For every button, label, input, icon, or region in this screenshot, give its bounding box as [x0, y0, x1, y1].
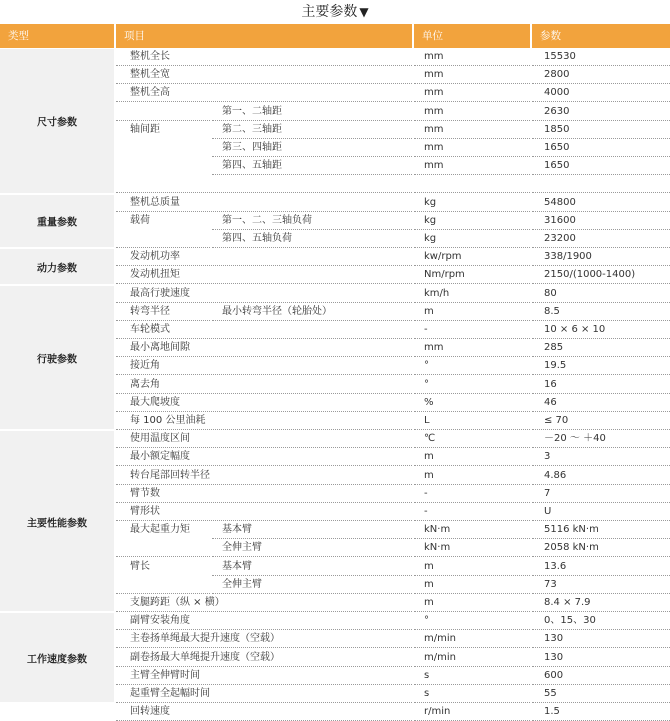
row-item: 起重臂全起幅时间	[116, 685, 412, 703]
row-value: 31600	[532, 212, 670, 230]
category-label: 行驶参数	[37, 354, 77, 366]
row-unit: mm	[414, 121, 530, 139]
row-value: 1650	[532, 139, 670, 157]
row-item: 副臂安装角度	[116, 612, 412, 630]
row-item: 最大起重力矩	[130, 524, 190, 536]
row-unit: mm	[414, 139, 530, 157]
row-subitem: 最小转弯半径（轮胎处）	[212, 303, 412, 321]
row-unit: mm	[414, 48, 530, 66]
row-unit: Nm/rpm	[414, 266, 530, 284]
row-subitem: 第四、五轴负荷	[212, 230, 412, 248]
row-item: 支腿跨距（纵 × 横）	[116, 594, 412, 612]
row-unit: L	[414, 412, 530, 430]
row-unit: °	[414, 376, 530, 394]
row-unit: kg	[414, 230, 530, 248]
row-item: 最小额定幅度	[116, 448, 412, 466]
row-value: 46	[532, 394, 670, 412]
row-unit: kN·m	[414, 521, 530, 539]
row-unit: m	[414, 576, 530, 594]
row-item: 副卷扬最大单绳提升速度（空载）	[116, 649, 412, 667]
row-value: 2150/(1000-1400)	[532, 266, 670, 284]
row-item: 最高行驶速度	[116, 285, 412, 303]
row-unit: m	[414, 594, 530, 612]
row-subitem: 第一、二轴距	[212, 103, 412, 121]
row-item: 臂形状	[116, 503, 412, 521]
category-divider	[0, 429, 114, 431]
row-unit: -	[414, 503, 530, 521]
row-subitem: 全伸主臂	[212, 539, 412, 557]
row-value: 4.86	[532, 467, 670, 485]
row-value: 1650	[532, 157, 670, 175]
row-unit: s	[414, 667, 530, 685]
row-subitem: 基本臂	[212, 521, 412, 539]
row-value: 4000	[532, 84, 670, 102]
row-unit: m	[414, 448, 530, 466]
triangle-down-icon: ▼	[359, 5, 369, 19]
category-divider	[0, 193, 114, 195]
row-unit: mm	[414, 339, 530, 357]
row-item: 接近角	[116, 357, 412, 375]
row-unit: kg	[414, 212, 530, 230]
row-value: 16	[532, 376, 670, 394]
row-value: 7	[532, 485, 670, 503]
row-item: 主卷扬单绳最大提升速度（空载）	[116, 630, 412, 648]
row-item: 离去角	[116, 376, 412, 394]
category-divider	[0, 702, 114, 704]
row-value: 13.6	[532, 558, 670, 576]
row-item: 载荷	[130, 214, 150, 226]
row-value: 338/1900	[532, 248, 670, 266]
row-unit: m	[414, 467, 530, 485]
header-item: 项目	[116, 24, 412, 48]
row-item: 发动机扭矩	[116, 266, 412, 284]
row-item: 车轮模式	[116, 321, 412, 339]
row-value: 1850	[532, 121, 670, 139]
row-value: 23200	[532, 230, 670, 248]
category-divider	[0, 611, 114, 613]
row-item: 轴间距	[130, 123, 160, 135]
row-value: 2630	[532, 103, 670, 121]
row-unit: mm	[414, 66, 530, 84]
header-value: 参数	[532, 24, 670, 48]
row-subitem: 全伸主臂	[212, 576, 412, 594]
category-label: 主要性能参数	[27, 518, 87, 530]
row-value: 285	[532, 339, 670, 357]
category-label: 尺寸参数	[37, 117, 77, 129]
row-item	[116, 539, 210, 557]
row-value: 130	[532, 630, 670, 648]
category-label: 重量参数	[37, 217, 77, 229]
category-label: 工作速度参数	[27, 654, 87, 666]
row-value: ≤ 70	[532, 412, 670, 430]
row-value: 5116 kN·m	[532, 521, 670, 539]
row-unit: m/min	[414, 649, 530, 667]
row-item	[116, 175, 412, 193]
row-subitem: 第一、二、三轴负荷	[212, 212, 412, 230]
row-item: 整机全宽	[116, 66, 412, 84]
row-unit: mm	[414, 84, 530, 102]
row-unit: %	[414, 394, 530, 412]
row-item: 主臂全伸臂时间	[116, 667, 412, 685]
row-item: 回转速度	[116, 703, 412, 721]
row-unit: mm	[414, 103, 530, 121]
row-unit: s	[414, 685, 530, 703]
row-item: 发动机功率	[116, 248, 412, 266]
category-divider	[0, 284, 114, 286]
parameter-table	[0, 24, 670, 718]
row-unit: °	[414, 612, 530, 630]
row-value: 19.5	[532, 357, 670, 375]
row-value: 3	[532, 448, 670, 466]
row-value: U	[532, 503, 670, 521]
row-item: 使用温度区间	[116, 430, 412, 448]
row-unit: r/min	[414, 703, 530, 721]
row-item: 臂节数	[116, 485, 412, 503]
row-unit: m	[414, 303, 530, 321]
row-unit: mm	[414, 157, 530, 175]
row-subitem: 第二、三轴距	[212, 121, 412, 139]
row-subitem: 第三、四轴距	[212, 139, 412, 157]
row-unit: ℃	[414, 430, 530, 448]
row-item	[116, 576, 210, 594]
row-value: 8.4 × 7.9	[532, 594, 670, 612]
category-label: 动力参数	[37, 263, 77, 275]
row-unit: -	[414, 485, 530, 503]
row-value: 130	[532, 649, 670, 667]
row-unit: kg	[414, 194, 530, 212]
row-value	[532, 175, 670, 193]
row-item: 臂长	[130, 560, 150, 572]
row-item: 整机全高	[116, 84, 412, 102]
row-item: 最小离地间隙	[116, 339, 412, 357]
row-item: 最大爬坡度	[116, 394, 412, 412]
row-value: 54800	[532, 194, 670, 212]
row-value: 80	[532, 285, 670, 303]
row-item: 转台尾部回转半径	[116, 467, 412, 485]
row-unit	[414, 175, 530, 193]
row-subitem: 第四、五轴距	[212, 157, 412, 175]
header-category: 类型	[0, 24, 114, 48]
row-item: 整机总质量	[116, 194, 412, 212]
row-value: 0、15、30	[532, 612, 670, 630]
row-value: 15530	[532, 48, 670, 66]
row-value: 8.5	[532, 303, 670, 321]
row-item	[116, 103, 210, 121]
row-unit: kN·m	[414, 539, 530, 557]
row-value: 55	[532, 685, 670, 703]
row-unit: m	[414, 558, 530, 576]
header-unit: 单位	[414, 24, 530, 48]
category-divider	[0, 247, 114, 249]
row-item: 整机全长	[116, 48, 412, 66]
row-unit: °	[414, 357, 530, 375]
row-value: 2058 kN·m	[532, 539, 670, 557]
row-item	[116, 230, 210, 248]
row-item	[116, 139, 210, 157]
row-item: 每 100 公里油耗	[116, 412, 412, 430]
row-unit: -	[414, 321, 530, 339]
page-title	[0, 0, 670, 24]
row-value: 1.5	[532, 703, 670, 721]
row-subitem: 基本臂	[212, 558, 412, 576]
row-value: 2800	[532, 66, 670, 84]
row-item: 转弯半径	[116, 303, 210, 321]
page-title-text: 主要参数	[301, 4, 358, 20]
row-value: 600	[532, 667, 670, 685]
row-item	[116, 157, 210, 175]
row-value: 73	[532, 576, 670, 594]
row-unit: km/h	[414, 285, 530, 303]
row-unit: kw/rpm	[414, 248, 530, 266]
row-value: －20 ～ ＋40	[532, 430, 670, 448]
row-unit: m/min	[414, 630, 530, 648]
row-value: 10 × 6 × 10	[532, 321, 670, 339]
